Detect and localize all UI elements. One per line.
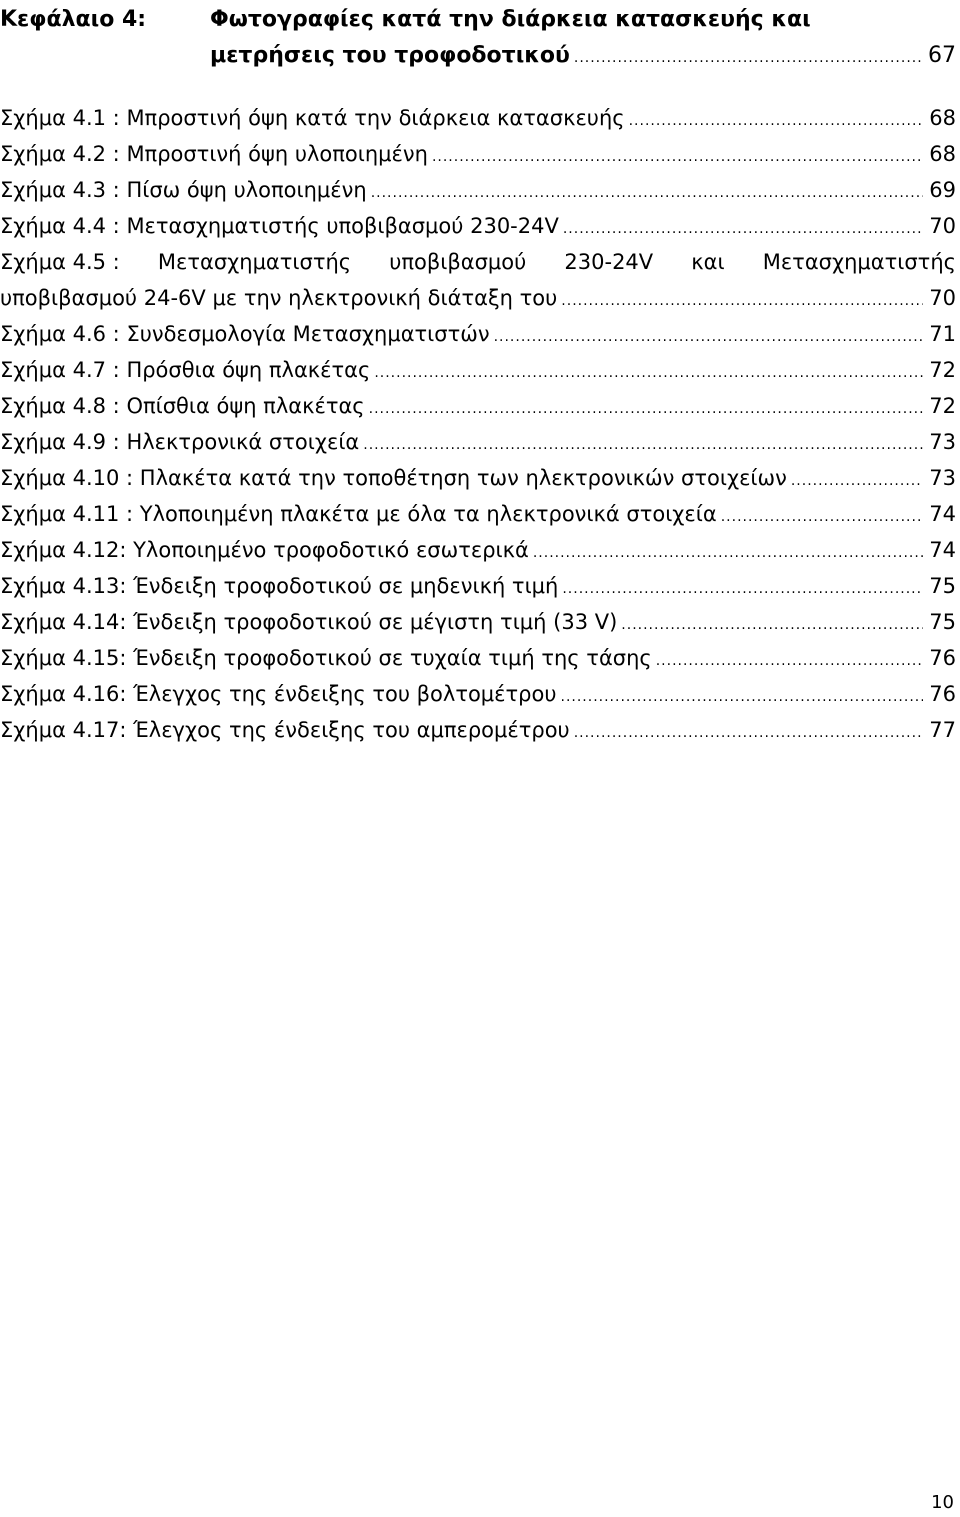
leader-dots bbox=[561, 679, 924, 715]
toc-entry[interactable] bbox=[0, 244, 956, 316]
entry-text: Πίσω όψη υλοποιημένη bbox=[126, 178, 367, 202]
entry-label: Σχήμα 4.2 : bbox=[0, 142, 120, 166]
entry-page: 71 bbox=[929, 322, 956, 346]
entry-page: 76 bbox=[929, 646, 956, 670]
entry-text: Έλεγχος της ένδειξης του αμπερομέτρου bbox=[133, 718, 570, 742]
toc-entry[interactable] bbox=[0, 424, 956, 460]
leader-dots bbox=[629, 103, 924, 139]
entry-page: 75 bbox=[929, 574, 956, 598]
leader-dots bbox=[574, 715, 924, 751]
leader-dots bbox=[621, 607, 923, 643]
entry-label: Σχήμα 4.1 : bbox=[0, 106, 120, 130]
leader-dots bbox=[562, 571, 923, 607]
entry-text: Μπροστινή όψη υλοποιημένη bbox=[126, 142, 428, 166]
entry-text: Έλεγχος της ένδειξης του βολτομέτρου bbox=[133, 682, 557, 706]
toc-entry[interactable] bbox=[0, 496, 956, 532]
entry-label: Σχήμα 4.10 : bbox=[0, 466, 134, 490]
entry-text: Οπίσθια όψη πλακέτας bbox=[126, 394, 365, 418]
entry-label: Σχήμα 4.6 : bbox=[0, 322, 120, 346]
toc-entry[interactable] bbox=[0, 352, 956, 388]
page-number: 10 bbox=[931, 1492, 954, 1513]
toc-entry[interactable] bbox=[0, 532, 956, 568]
entry-text: Πρόσθια όψη πλακέτας bbox=[126, 358, 371, 382]
chapter-title-line1: Φωτογραφίες κατά την διάρκεια κατασκευής και bbox=[210, 7, 811, 32]
entry-page: 77 bbox=[929, 718, 956, 742]
toc-entry[interactable] bbox=[0, 136, 956, 172]
chapter-title-line2 bbox=[210, 38, 956, 76]
leader-dots bbox=[533, 535, 923, 571]
entry-label: Σχήμα 4.4 : bbox=[0, 214, 120, 238]
entry-label: Σχήμα 4.16: bbox=[0, 682, 127, 706]
entry-word: Μετασχηματιστής bbox=[157, 250, 352, 274]
entry-page: 69 bbox=[929, 178, 956, 202]
leader-dots bbox=[374, 355, 923, 391]
entry-label: Σχήμα 4.14: bbox=[0, 610, 127, 634]
entry-text: Πλακέτα κατά την τοποθέτηση των ηλεκτρονικών στοιχείων bbox=[139, 466, 787, 490]
leader-dots bbox=[563, 211, 923, 247]
chapter-title bbox=[210, 2, 956, 76]
toc-entry[interactable] bbox=[0, 712, 956, 748]
entry-page: 72 bbox=[929, 358, 956, 382]
leader-dots bbox=[791, 463, 923, 499]
entry-label: Σχήμα 4.12: bbox=[0, 538, 127, 562]
entry-text: Μετασχηματιστής υποβιβασμού 230-24V bbox=[126, 214, 559, 238]
entry-text-line2 bbox=[0, 280, 956, 316]
entry-word: υποβιβασμού bbox=[389, 250, 527, 274]
chapter-label: Κεφάλαιο 4: bbox=[0, 7, 147, 32]
entry-label: Σχήμα 4.7 : bbox=[0, 358, 120, 382]
entry-label: Σχήμα 4.11 : bbox=[0, 502, 134, 526]
entry-page: 75 bbox=[929, 610, 956, 634]
entry-page: 73 bbox=[929, 430, 956, 454]
leader-dots bbox=[656, 643, 924, 679]
entry-text: Συνδεσμολογία Μετασχηματιστών bbox=[126, 322, 490, 346]
toc-entry[interactable] bbox=[0, 460, 956, 496]
leader-dots bbox=[369, 391, 924, 427]
figure-list bbox=[0, 100, 956, 748]
entry-text: Ηλεκτρονικά στοιχεία bbox=[126, 430, 360, 454]
entry-page: 68 bbox=[929, 142, 956, 166]
leader-dots bbox=[721, 499, 924, 535]
entry-text: Ένδειξη τροφοδοτικού σε μέγιστη τιμή (33 V) bbox=[133, 610, 618, 634]
entry-text: Ένδειξη τροφοδοτικού σε μηδενική τιμή bbox=[133, 574, 559, 598]
toc-entry[interactable] bbox=[0, 172, 956, 208]
entry-label: Σχήμα 4.13: bbox=[0, 574, 127, 598]
entry-text: υποβιβασμού 24-6V με την ηλεκτρονική διάταξη του bbox=[0, 286, 558, 310]
entry-label: Σχήμα 4.8 : bbox=[0, 394, 120, 418]
toc-entry[interactable] bbox=[0, 676, 956, 712]
entry-label: Σχήμα 4.5 : bbox=[0, 250, 120, 274]
entry-label: Σχήμα 4.15: bbox=[0, 646, 127, 670]
chapter-title-line2-text: μετρήσεις του τροφοδοτικού bbox=[210, 43, 570, 68]
entry-text: Υλοποιημένο τροφοδοτικό εσωτερικά bbox=[133, 538, 529, 562]
toc-entry[interactable] bbox=[0, 640, 956, 676]
entry-word: Μετασχηματιστής bbox=[762, 250, 956, 274]
leader-dots bbox=[574, 40, 922, 76]
toc-entry[interactable] bbox=[0, 388, 956, 424]
entry-label: Σχήμα 4.17: bbox=[0, 718, 127, 742]
entry-text: Ένδειξη τροφοδοτικού σε τυχαία τιμή της τάσης bbox=[133, 646, 652, 670]
entry-label: Σχήμα 4.9 : bbox=[0, 430, 120, 454]
entry-page: 76 bbox=[929, 682, 956, 706]
entry-page: 68 bbox=[929, 106, 956, 130]
entry-text: Μπροστινή όψη κατά την διάρκεια κατασκευής bbox=[126, 106, 625, 130]
toc-entry[interactable] bbox=[0, 316, 956, 352]
toc-entry[interactable] bbox=[0, 100, 956, 136]
toc-entry[interactable] bbox=[0, 568, 956, 604]
entry-page: 74 bbox=[929, 538, 956, 562]
chapter-page-number: 67 bbox=[928, 43, 956, 68]
toc-entry[interactable] bbox=[0, 208, 956, 244]
entry-page: 70 bbox=[929, 214, 956, 238]
entry-text-line1 bbox=[0, 244, 956, 280]
entry-page: 74 bbox=[929, 502, 956, 526]
entry-page: 70 bbox=[929, 286, 956, 310]
leader-dots bbox=[363, 427, 923, 463]
leader-dots bbox=[432, 139, 923, 175]
entry-label: Σχήμα 4.3 : bbox=[0, 178, 120, 202]
entry-word: και bbox=[691, 250, 725, 274]
entry-page: 73 bbox=[929, 466, 956, 490]
toc-entry[interactable] bbox=[0, 604, 956, 640]
leader-dots bbox=[561, 283, 923, 319]
leader-dots bbox=[371, 175, 924, 211]
entry-text: Υλοποιημένη πλακέτα με όλα τα ηλεκτρονικά στοιχεία bbox=[139, 502, 717, 526]
entry-page: 72 bbox=[929, 394, 956, 418]
leader-dots bbox=[494, 319, 924, 355]
entry-word: 230-24V bbox=[564, 250, 654, 274]
